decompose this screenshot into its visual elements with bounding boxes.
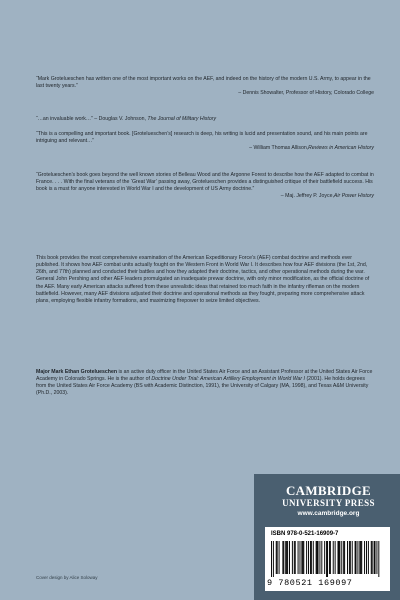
barcode-bar (289, 541, 290, 574)
barcode-bar (318, 541, 319, 574)
barcode-bar (352, 541, 353, 574)
bio-text-continued: (2001). He holds degrees from the United States Air Force Academy (BS with Academic Distinction, 1991), the University of Calgary (MA, 1998), and Texas A&M University (Ph.D., 2003). (36, 376, 369, 397)
barcode-bar (338, 541, 339, 574)
barcode-bar (375, 541, 376, 574)
review-text: “This is a compelling and important book. [Grotelueschen’s] research is deep, his writing is lucid and presentation sound, and his main points are intriguing and relevant…” (36, 131, 368, 145)
review-quote-3 (36, 131, 374, 152)
barcode-bar (287, 541, 288, 574)
barcode-bar (324, 541, 325, 574)
review-text: “…an invaluable work…” (36, 116, 93, 122)
publisher-url: www.cambridge.org (297, 510, 360, 517)
barcode-bar (319, 541, 320, 574)
previous-book-title: Doctrine Under Trial: American Artillery Employment in World War I (151, 376, 305, 383)
barcode-bar (335, 541, 336, 574)
barcode-bar (295, 541, 296, 574)
barcode-bar (310, 541, 311, 574)
barcode-bar (364, 541, 365, 574)
barcode-bar (298, 541, 299, 574)
review-text: “Grotelueschen’s book goes beyond the well known stories of Belleau Wood and the Argonne Forest to describe how the AEF adapted to combat in France. . . . With the final veterans of the ‘Great War’ passing away, Grotelueschen provides a distinguished critique of their battlefield success. His book is a must for anyone interested in World War I and the development of US Army doctrine.” (36, 172, 374, 193)
barcode-bar (271, 541, 272, 577)
barcode-bar (306, 541, 307, 574)
barcode-bar (273, 541, 274, 577)
barcode-bar (361, 541, 362, 574)
author-name: Major Mark Ethan Grotelueschen (36, 369, 118, 375)
barcode-bar (357, 541, 358, 574)
cover-design-credit: Cover design by Alice Soloway (36, 575, 98, 580)
barcode-bar (294, 541, 295, 574)
review-text: “Mark Grotelueschen has written one of the most important works on the AEF, and indeed on the history of the modern U.S. Army, to appear in the last twenty years.” (36, 76, 371, 90)
barcode-bar (313, 541, 314, 574)
barcode-bar (371, 541, 372, 574)
barcode-bar (300, 541, 301, 574)
barcode-bar (366, 541, 367, 574)
barcode-bar (286, 541, 287, 574)
barcode-bar (374, 541, 375, 574)
barcode-bar (329, 541, 330, 574)
review-attribution: – Maj. Jeffrey P. Joyce, (280, 193, 334, 200)
barcode-bar (283, 541, 284, 574)
review-quote-4 (36, 172, 374, 201)
barcode-bar (277, 541, 278, 574)
barcode-bar (301, 541, 302, 574)
barcode-bar (327, 541, 328, 577)
barcode-bar (360, 541, 361, 574)
review-source: Air Power History (333, 193, 374, 200)
review-quote-1 (36, 76, 374, 97)
barcode-bar (338, 541, 339, 574)
barcode-bar (330, 541, 331, 574)
review-attribution: – Dennis Showalter, Professor of History, Colorado College (238, 90, 374, 97)
publisher-name-line1: CAMBRIDGE (285, 483, 372, 498)
barcode-bar (344, 541, 345, 574)
review-attribution: – Douglas V. Johnson, (94, 116, 148, 122)
barcode-bar (343, 541, 344, 574)
publisher-name-line2: UNIVERSITY PRESS (282, 498, 375, 508)
barcode-bar (316, 541, 317, 574)
barcode-bar (339, 541, 340, 574)
barcode-panel (265, 527, 390, 591)
publisher-logo (266, 484, 391, 508)
barcode-bar (302, 541, 303, 574)
barcode-bar (378, 541, 379, 577)
book-summary (36, 255, 374, 305)
barcode-bar (356, 541, 357, 574)
barcode-bar (376, 541, 377, 574)
barcode-bar (355, 541, 356, 574)
barcode-bar (368, 541, 369, 574)
barcode-bar (359, 541, 360, 574)
bio-text: is an active duty officer in the United States Air Force and an Assistant Professor at the United States Air Force Academy in Colorado Springs. He is the author of (36, 369, 373, 383)
barcode-bar (317, 541, 318, 574)
barcode-bar (341, 541, 342, 574)
barcode-bar (349, 541, 350, 574)
barcode-bar (372, 541, 373, 574)
barcode-bar (279, 541, 280, 574)
author-bio (36, 369, 374, 398)
barcode-icon (271, 541, 384, 577)
barcode-number: 9 780521 169097 (267, 578, 353, 588)
barcode-bar (350, 541, 351, 574)
isbn-label: ISBN 978-0-521-16909-7 (271, 531, 339, 537)
barcode-bar (276, 541, 277, 574)
barcode-bar (326, 541, 327, 577)
barcode-bar (303, 541, 304, 574)
barcode-bar (292, 541, 293, 574)
review-source: The Journal of Military History (147, 116, 217, 122)
barcode-bar (285, 541, 286, 574)
review-source: Reviews in American History (308, 145, 374, 152)
barcode-bar (311, 541, 312, 574)
barcode-bar (333, 541, 334, 574)
barcode-bar (347, 541, 348, 574)
summary-text: This book provides the most comprehensive examination of the American Expeditionary Force’s (AEF) combat doctrine and methods ever published. It shows how AEF combat units actually fought on the Western Front in World War I. It describes how four AEF divisions (the 1st, 2nd, 26th, and 77th) planned and conducted their battles and how they adapted their doctrine, tactics, and other operational methods during the war. General John Pershing and other AEF leaders promulgated an inadequate prewar doctrine, with only minor modification, as the official doctrine of the AEF. Many early American attacks suffered from these unrealistic ideas that retained too much faith in the infantry rifleman on the modern battlefield. However, many AEF divisions adjusted their doctrine and operational methods as they fought, preparing more comprehensive attack plans, employing flexible infantry formations, and maximizing firepower to seize limited objectives. (36, 255, 370, 304)
barcode-bar (282, 541, 283, 574)
review-quote-2 (36, 116, 374, 123)
barcode-bar (321, 541, 322, 574)
review-attribution: – William Thomas Allison, (249, 145, 309, 152)
barcode-bar (308, 541, 309, 574)
